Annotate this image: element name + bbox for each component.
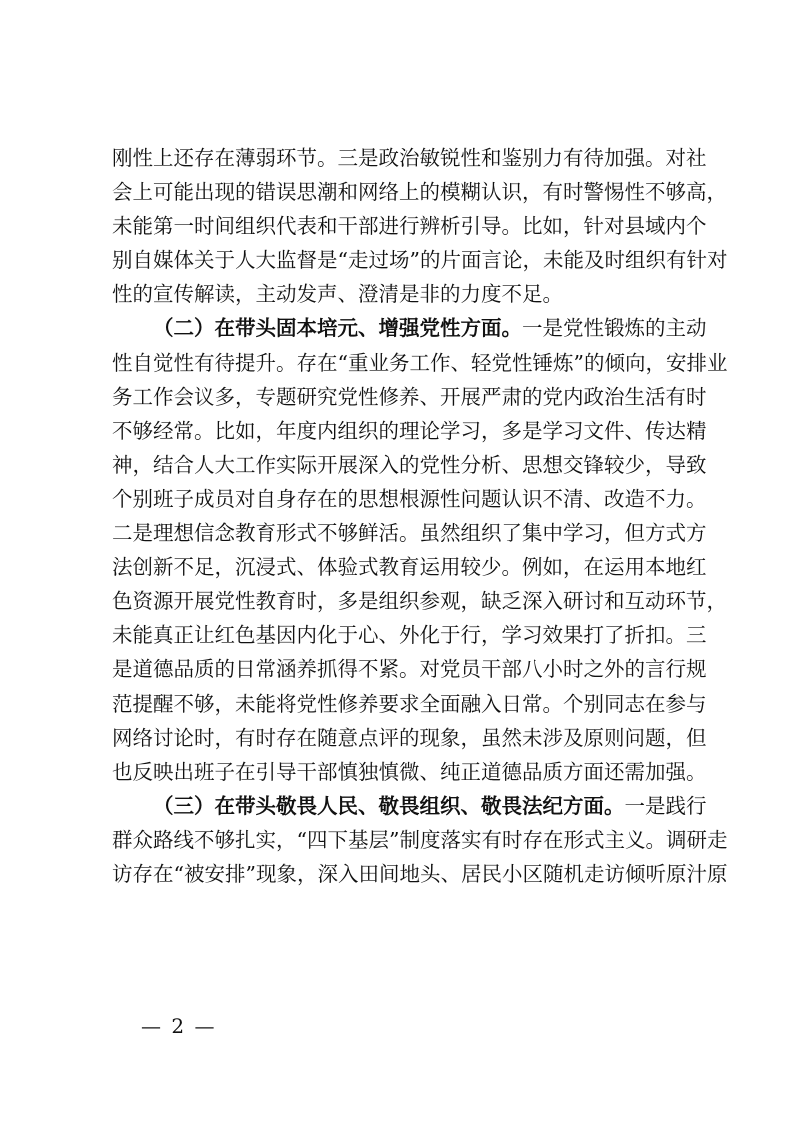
section-heading-3: （三）在带头敬畏人民、敬畏组织、敬畏法纪方面。 (153, 793, 625, 818)
document-body (112, 141, 728, 891)
text-line: 二是理想信念教育形式不够鲜活。虽然组织了集中学习，但方式方 (112, 521, 707, 546)
text-line-first (112, 311, 707, 345)
text-line: 也反映出班子在引导干部慎独慎微、纯正道德品质方面还需加强。 (112, 759, 707, 784)
text-run: 一是党性锻炼的主动 (522, 316, 707, 341)
text-line: 性自觉性有待提升。存在“重业务工作、轻党性锤炼”的倾向，安排业 (112, 350, 728, 375)
text-line: 不够经常。比如，年度内组织的理论学习，多是学习文件、传达精 (112, 418, 707, 443)
text-line: 是道德品质的日常涵养抓得不紧。对党员干部八小时之外的言行规 (112, 657, 707, 682)
text-line: 务工作会议多，专题研究党性修养、开展严肃的党内政治生活有时 (112, 384, 707, 409)
text-line: 群众路线不够扎实，“四下基层”制度落实有时存在形式主义。调研走 (112, 827, 728, 852)
text-run: 一是践行 (624, 793, 707, 818)
text-line: 会上可能出现的错误思潮和网络上的模糊认识，有时警惕性不够高， (112, 180, 727, 205)
paragraph-3 (112, 789, 728, 891)
text-line: 未能真正让红色基因内化于心、外化于行，学习效果打了折扣。三 (112, 623, 707, 648)
text-line: 未能第一时间组织代表和干部进行辨析引导。比如，针对县域内个 (112, 214, 707, 239)
text-line: 法创新不足，沉浸式、体验式教育运用较少。例如，在运用本地红 (112, 555, 707, 580)
paragraph-2 (112, 311, 728, 788)
page-number: — 2 — (141, 1014, 217, 1038)
text-line: 访存在“被安排”现象，深入田间地头、居民小区随机走访倾听原汁原 (112, 861, 728, 886)
text-line-first (112, 789, 707, 823)
section-heading-2: （二）在带头固本培元、增强党性方面。 (153, 316, 522, 341)
text-line: 色资源开展党性教育时，多是组织参观，缺乏深入研讨和互动环节， (112, 589, 727, 614)
text-line: 性的宣传解读，主动发声、澄清是非的力度不足。 (112, 282, 563, 307)
text-line: 刚性上还存在薄弱环节。三是政治敏锐性和鉴别力有待加强。对社 (112, 146, 707, 170)
text-line: 范提醒不够，未能将党性修养要求全面融入日常。个别同志在参与 (112, 691, 707, 716)
text-line: 神，结合人大工作实际开展深入的党性分析、思想交锋较少，导致 (112, 452, 707, 477)
text-line: 个别班子成员对自身存在的思想根源性问题认识不清、改造不力。 (112, 486, 707, 511)
text-line: 网络讨论时，有时存在随意点评的现象，虽然未涉及原则问题，但 (112, 725, 707, 750)
paragraph-1 (112, 141, 728, 311)
text-line: 别自媒体关于人大监督是“走过场”的片面言论，未能及时组织有针对 (112, 248, 728, 273)
